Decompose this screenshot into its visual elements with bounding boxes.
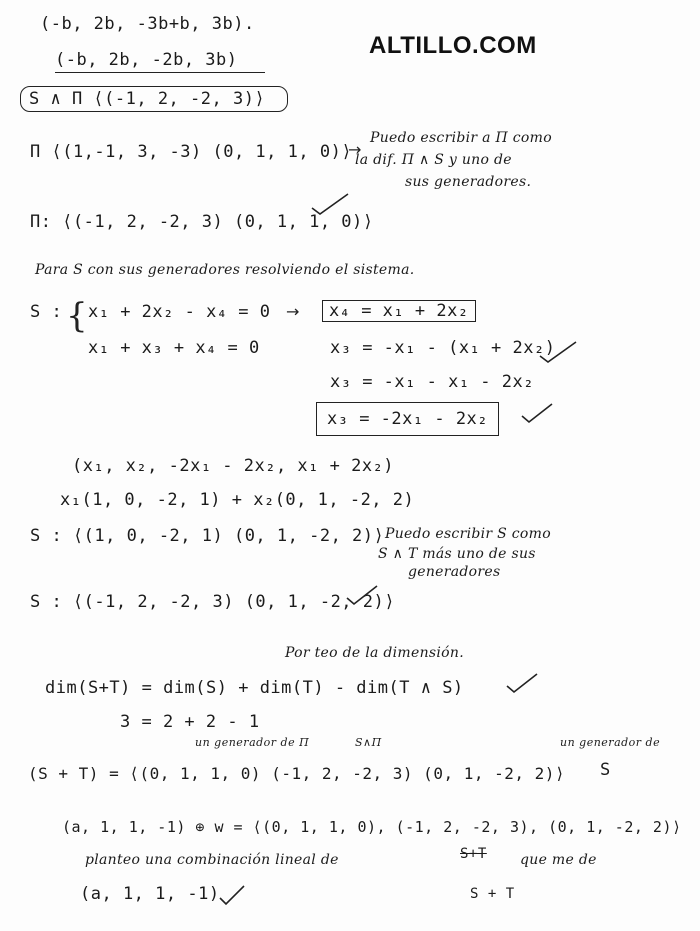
system-eq1: x₁ + 2x₂ - x₄ = 0 [88,302,271,322]
right-arrow-icon: → [348,140,362,159]
dimension-values: 3 = 2 + 2 - 1 [120,712,260,732]
target-vector: (a, 1, 1, -1) [80,884,220,904]
system-brace: { [66,296,88,336]
sum-subspace-s-label: S [600,760,611,780]
annotation-generator-of: un generador de [560,736,661,749]
note-pi-line3: sus generadores. [405,174,532,190]
note-s-line3: generadores [408,564,501,580]
vector-decomposition: x₁(1, 0, -2, 1) + x₂(0, 1, -2, 2) [60,490,415,510]
dimension-theorem-heading: Por teo de la dimensión. [285,645,464,661]
s-generators: S : ⟨(1, 0, -2, 1) (0, 1, -2, 2)⟩ [30,526,385,546]
linear-combination-text: planteo una combinación lineal de [85,852,339,868]
note-pi-line2: la dif. Π ∧ S y uno de [355,152,512,168]
checkmark-icon [505,672,539,694]
crossed-out-scribble: S+T [460,846,487,862]
note-s-line2: S ∧ T más uno de sus [378,546,536,562]
dimension-equation: dim(S+T) = dim(S) + dim(T) - dim(T ∧ S) [45,678,464,698]
checkmark-icon [538,340,578,364]
note-pi-line1: Puedo escribir a Π como [370,130,552,146]
note-s-line1: Puedo escribir S como [385,526,551,542]
checkmark-icon [310,192,350,216]
linear-combination-end: que me de [520,852,597,868]
underline-rule [55,72,265,73]
annotation-generator-pi: un generador de Π [195,736,310,749]
result-x3-step1: x₃ = -x₁ - (x₁ + 2x₂) [330,338,556,358]
result-x4: x₄ = x₁ + 2x₂ [322,300,476,322]
annotation-s-plus-t: S + T [470,886,515,902]
line-pi-generators: Π ⟨(1,-1, 3, -3) (0, 1, 1, 0)⟩ [30,142,353,162]
system-eq2: x₁ + x₃ + x₄ = 0 [88,338,260,358]
line-vector-expanded: (-b, 2b, -3b+b, 3b). [40,14,255,34]
s-generators-rewritten: S : ⟨(-1, 2, -2, 3) (0, 1, -2, 2)⟩ [30,592,395,612]
checkmark-icon [345,584,379,606]
checkmark-icon [218,884,246,906]
direct-sum-equation: (a, 1, 1, -1) ⊕ w = ⟨(0, 1, 1, 0), (-1, 2, -2, 3), (0, 1, -2, 2)⟩ [62,818,682,836]
line-pi-result: Π: ⟨(-1, 2, -2, 3) (0, 1, 1, 0)⟩ [30,212,374,232]
annotation-s-intersect-pi: S∧Π [355,736,382,749]
system-label: S : [30,302,63,322]
line-intro-s: Para S con sus generadores resolviendo el sistema. [35,262,415,278]
result-x3-final: x₃ = -2x₁ - 2x₂ [316,402,499,436]
checkmark-icon [520,402,554,424]
result-x3-step2: x₃ = -x₁ - x₁ - 2x₂ [330,372,534,392]
watermark-logo: ALTILLO.COM [369,32,537,59]
line-vector-simplified: (-b, 2b, -2b, 3b) [55,50,238,70]
boxed-intersection: S ∧ Π ⟨(-1, 2, -2, 3)⟩ [20,86,288,112]
right-arrow-icon: → [286,302,300,321]
sum-subspace-generators: (S + T) = ⟨(0, 1, 1, 0) (-1, 2, -2, 3) (0, 1, -2, 2)⟩ [28,764,566,783]
vector-parametric: (x₁, x₂, -2x₁ - 2x₂, x₁ + 2x₂) [72,456,395,476]
